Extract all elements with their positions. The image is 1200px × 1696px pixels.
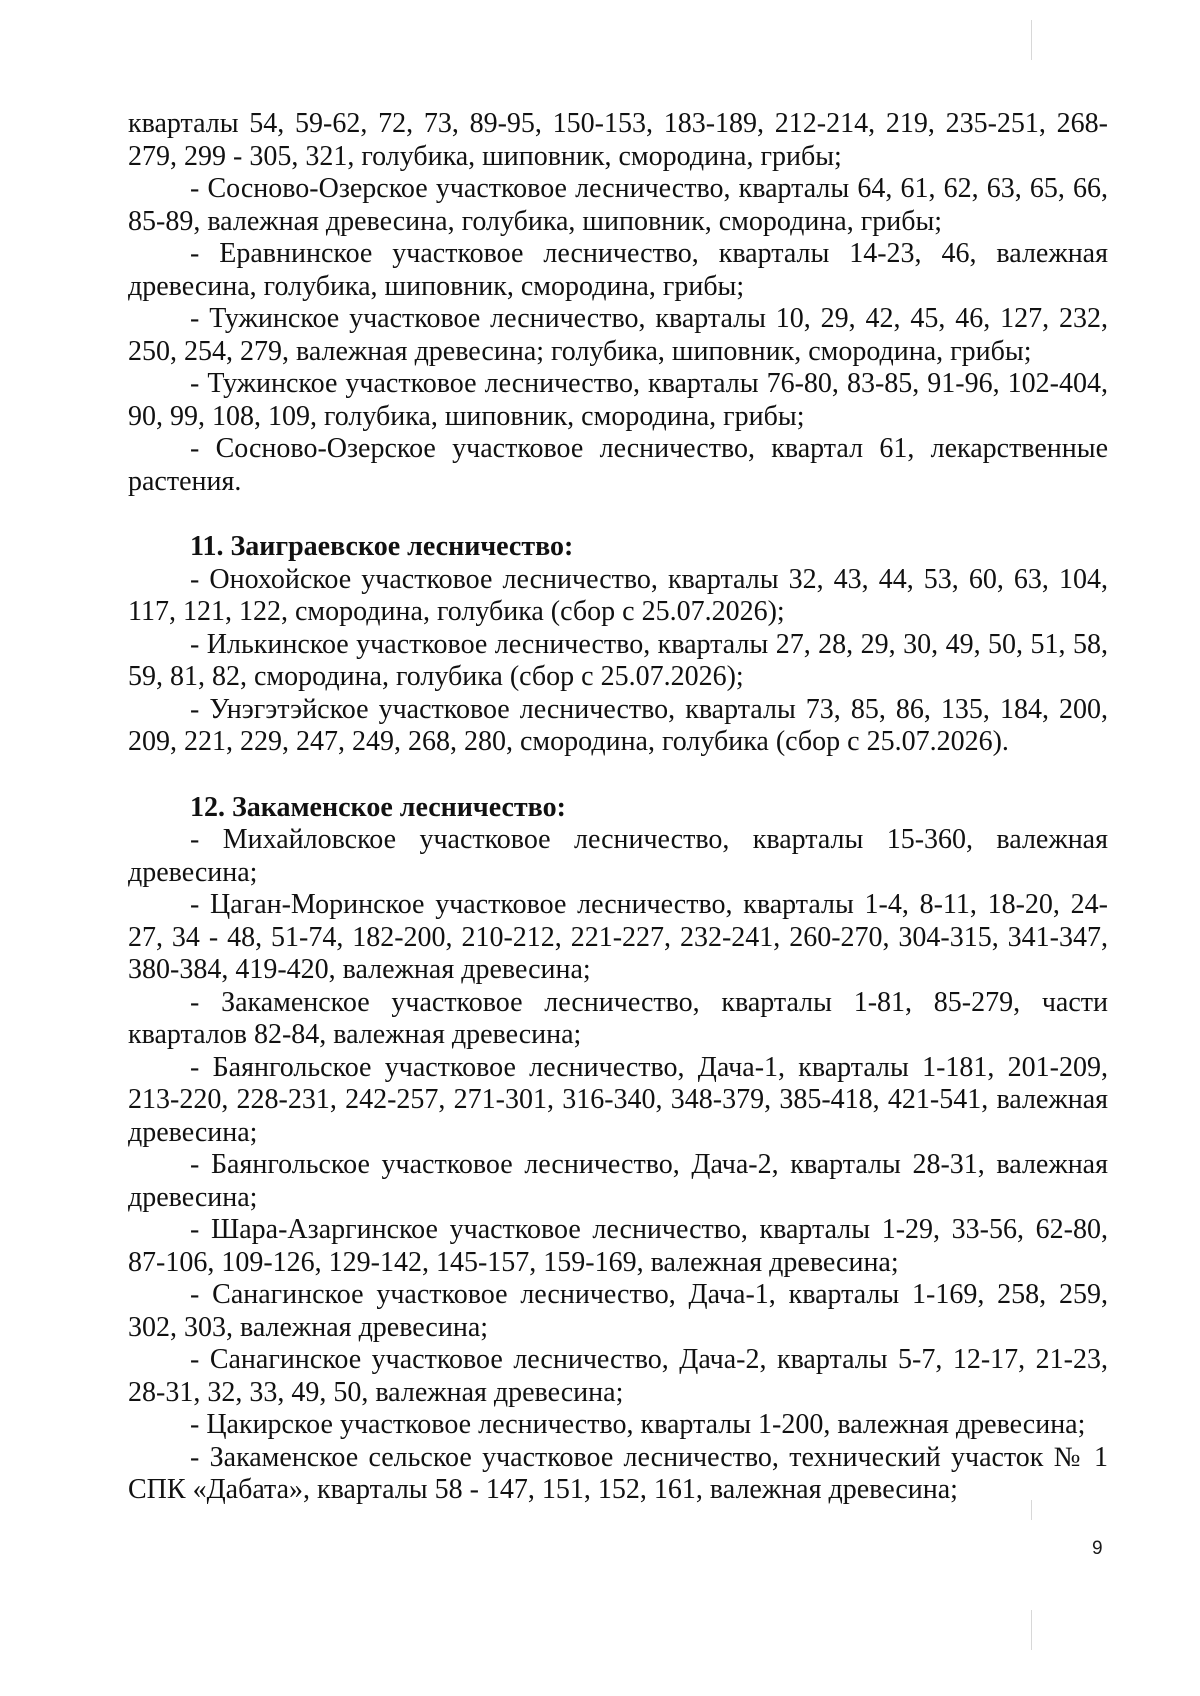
paragraph-item: - Сосново-Озерское участковое лесничество, кварталы 64, 61, 62, 63, 65, 66, 85-89, валежная древесина, голубика, шиповник, смородина, грибы; [128,173,1108,237]
section-heading-12: 12. Закаменское лесничество: [190,791,566,823]
section-12-item: - Шара-Азаргинское участковое лесничество, кварталы 1-29, 33-56, 62-80, 87-106, 109-126, 129-142, 145-157, 159-169, валежная древесина; [128,1214,1108,1278]
section-12-item: - Баянгольское участковое лесничество, Дача-1, кварталы 1-181, 201-209, 213-220, 228-231, 242-257, 271-301, 316-340, 348-379, 385-418, 421-541, валежная древесина; [128,1051,1108,1148]
paragraph-item: - Тужинское участковое лесничество, кварталы 76-80, 83-85, 91-96, 102-404, 90, 99, 108, 109, голубика, шиповник, смородина, грибы; [128,368,1108,432]
section-12-item: - Баянгольское участковое лесничество, Дача-2, кварталы 28-31, валежная древесина; [128,1149,1108,1213]
section-12-item: - Цаган-Моринское участковое лесничество, кварталы 1-4, 8-11, 18-20, 24-27, 34 - 48, 51-74, 182-200, 210-212, 221-227, 232-241, 260-270, 304-315, 341-347, 380-384, 419-420, валежная древесина; [128,889,1108,985]
paragraph-intro-continuation: кварталы 54, 59-62, 72, 73, 89-95, 150-153, 183-189, 212-214, 219, 235-251, 268-279, 299 - 305, 321, голубика, шиповник, смородина, грибы; [128,108,1108,172]
page-number: 9 [1092,1538,1103,1559]
section-heading-11: 11. Заиграевское лесничество: [190,531,574,562]
section-12-item: - Михайловское участковое лесничество, кварталы 15-360, валежная древесина; [128,824,1108,888]
section-11-item: - Унэгэтэйское участковое лесничество, кварталы 73, 85, 86, 135, 184, 200, 209, 221, 229, 247, 249, 268, 280, смородина, голубика (сбор с 25.07.2026). [128,693,1108,757]
section-12-item: - Закаменское сельское участковое лесничество, технический участок № 1 СПК «Дабата», кварталы 58 - 147, 151, 152, 161, валежная древесина; [128,1441,1108,1505]
section-12-item: - Санагинское участковое лесничество, Дача-2, кварталы 5-7, 12-17, 21-23, 28-31, 32, 33, 49, 50, валежная древесина; [128,1344,1108,1408]
section-12-item: - Закаменское участковое лесничество, кварталы 1-81, 85-279, части кварталов 82-84, валежная древесина; [128,986,1108,1050]
paragraph-item: - Сосново-Озерское участковое лесничество, квартал 61, лекарственные растения. [128,433,1108,497]
scan-artifact-line [1031,1610,1032,1650]
section-11-item: - Онохойское участковое лесничество, кварталы 32, 43, 44, 53, 60, 63, 104, 117, 121, 122, смородина, голубика (сбор с 25.07.2026); [128,563,1108,627]
paragraph-item: - Еравнинское участковое лесничество, кварталы 14-23, 46, валежная древесина, голубика, шиповник, смородина, грибы; [128,238,1108,302]
document-body [128,108,1108,1507]
scan-artifact-line [1031,20,1032,60]
section-11-item: - Илькинское участковое лесничество, кварталы 27, 28, 29, 30, 49, 50, 51, 58, 59, 81, 82, смородина, голубика (сбор с 25.07.2026); [128,628,1108,692]
section-12-item: - Санагинское участковое лесничество, Дача-1, кварталы 1-169, 258, 259, 302, 303, валежная древесина; [128,1279,1108,1343]
paragraph-item: - Тужинское участковое лесничество, кварталы 10, 29, 42, 45, 46, 127, 232, 250, 254, 279, валежная древесина; голубика, шиповник, смородина, грибы; [128,303,1108,367]
section-12-item: - Цакирское участковое лесничество, кварталы 1-200, валежная древесина; [190,1409,1086,1440]
